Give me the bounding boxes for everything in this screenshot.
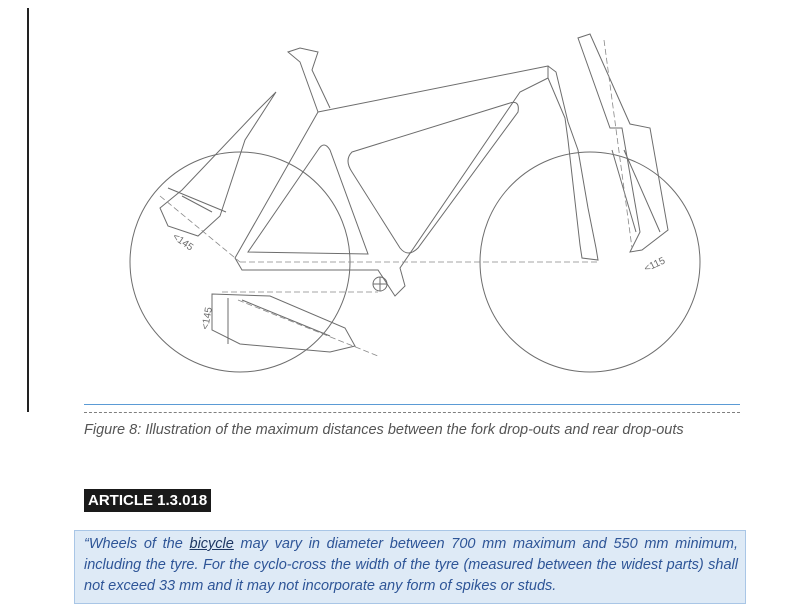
rear-lower-label: <145 (200, 306, 215, 331)
quote-start: “Wheels of the (84, 536, 190, 552)
seat-tube (288, 48, 330, 112)
fork-label: <115 (642, 255, 668, 275)
article-quote (84, 534, 738, 597)
rear-upper-dropout (160, 92, 276, 236)
caption-rule (84, 404, 740, 405)
caption-dash-rule (84, 412, 740, 413)
bicycle-link[interactable]: bicycle (189, 536, 234, 552)
figure-caption: Figure 8: Illustration of the maximum distances between the fork drop-outs and rear drop-outs (84, 422, 684, 438)
article-heading: ARTICLE 1.3.018 (84, 489, 211, 512)
frame-outline (235, 66, 598, 296)
rear-upper-label: <145 (170, 231, 196, 254)
rear-lower-dropout (212, 294, 355, 352)
rear-window (248, 145, 368, 254)
frame-window (348, 102, 518, 253)
quote-end: may vary in diameter between 700 mm maximum and 550 mm minimum, including the tyre. For the cyclo-cross the width of the tyre (measured between the widest parts) shall not exceed 33 mm and it may not incorporate any form of spikes or studs. (84, 536, 739, 594)
